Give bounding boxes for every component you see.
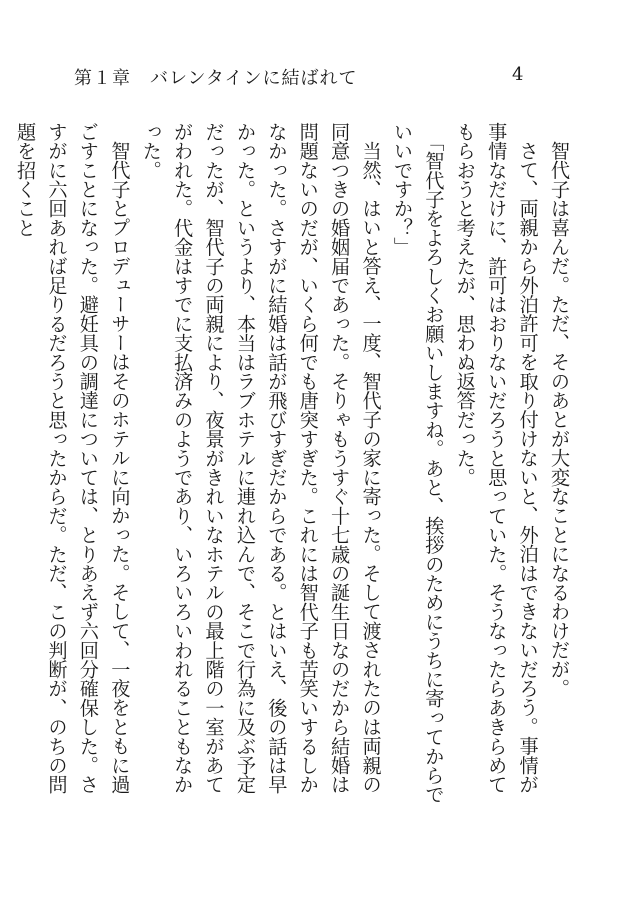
paragraph: 当然、はいと答え、一度、智代子の家に寄った。そして渡されたのは両親の同意つきの婚姻届であった。そりゃもうすぐ十七歳の誕生日なのだから結婚は問題ないのだが、いくら何でも唐突すぎた。これには智代子も苦笑いするしかなかった。さすがに結婚は話が飛びすぎだからである。とはいえ、後の話は早かった。というより、本当はラブホテルに連れ込んで、そこで行為に及ぶ予定だったが、智代子の両親により、夜景がきれいなホテルの最上階の一室があてがわれた。代金はすでに支払済みのようであり、いろいろいわれることもなかった。 [139,122,383,794]
paragraph: 智代子とプロデューサーはそのホテルに向かった。そして、一夜をともに過ごすことになった。避妊具の調達については、とりあえず六回分確保した。さすがに六回あれば足りるだろうと思ったからだ。ただ、この判断が、のちの問題を招くこと [14,122,132,794]
chapter-title: 第１章 バレンタインに結ばれて [74,68,358,89]
page-number: 4 [512,64,524,85]
dialogue-paragraph: 「智代子をよろしくお願いしますね。あと、挨拶のためにうちに寄ってからでいいですか？」 [390,122,446,804]
body-text [14,122,575,812]
paragraph: 智代子は喜んだ。ただ、そのあとが大変なことになるわけだが。 [548,141,571,698]
paragraph: さて、両親から外泊許可を取り付けないと、外泊はできないだろう。事情が事情なだけに、許可はおりないだろうと思っていた。そうなったらあきらめてもらおうと考えたが、思わぬ返答だった。 [453,122,540,794]
